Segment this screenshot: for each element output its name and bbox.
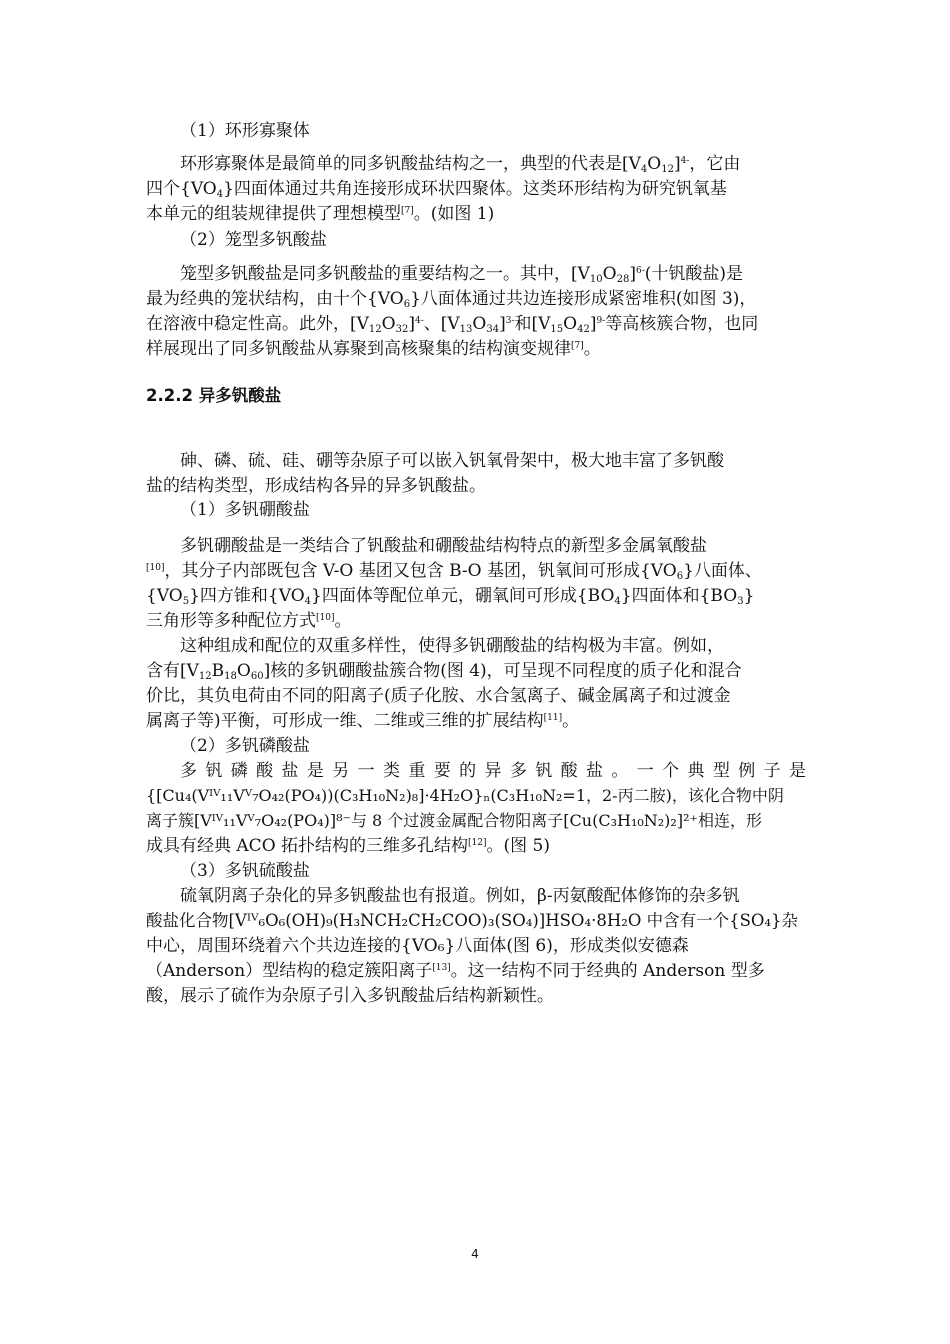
citation: [12] (468, 838, 487, 848)
word: 磷 (230, 761, 248, 781)
paragraph-line: 笼型多钒酸盐是同多钒酸盐的重要结构之一。其中，$[V_{10}O_{28}]^{6-}$(十钒酸盐)是 (180, 264, 744, 285)
word: 要 (433, 761, 451, 781)
paragraph-line: 离子簇[Vᴵⱽ₁₁Vⱽ₇O₄₂(PO₄)]⁸⁻与 8 个过渡金属配合物阳离子[Cu(C₃H₁₀N₂)₂]²⁺相连，形 (146, 811, 762, 830)
paragraph-line: 样展现出了同多钒酸盐从寡聚到高核聚集的结构演变规律[7]。 (146, 339, 601, 359)
word: 。 (611, 761, 629, 781)
paragraph-line: $\{VO_5\}$四方锥和$\{VO_4\}$四面体等配位单元，硼氧间可形成$\{BO_4\}$四面体和$\{BO_3\}$ (146, 586, 755, 607)
paragraph-line: 属离子等)平衡，可形成一维、二维或三维的扩展结构[11]。 (146, 711, 580, 731)
paragraph-line: 含有$[V_{12}B_{18}O_{60}]$核的多钒硼酸盐簇合物(图 4)，可呈现不同程度的质子化和混合 (146, 661, 742, 682)
paragraph-line: 多钒硼酸盐是一类结合了钒酸盐和硼酸盐结构特点的新型多金属氧酸盐 (180, 536, 707, 556)
paragraph-line: 价比，其负电荷由不同的阳离子(质子化胺、水合氢离子、碱金属离子和过渡金 (146, 686, 731, 706)
citation: [10] (316, 613, 335, 623)
word: 多 (509, 761, 527, 781)
word: 钒 (535, 761, 553, 781)
paragraph-line: 环形寡聚体是最简单的同多钒酸盐结构之一，典型的代表是$[V_4O_{12}]^{4-}$，它由 (180, 154, 741, 175)
paragraph-line: 最为经典的笼状结构，由十个$\{VO_6\}$八面体通过共边连接形成紧密堆积(如图 3)， (146, 289, 757, 310)
word: 钒 (205, 761, 223, 781)
citation: [13] (432, 963, 451, 973)
word: 型 (712, 761, 730, 781)
word: 个 (662, 761, 680, 781)
page-number: 4 (471, 1247, 479, 1261)
paragraph-line: 成具有经典 ACO 拓扑结构的三维多孔结构[12]。(图 5) (146, 836, 550, 856)
word: 是 (789, 761, 806, 781)
word: 的 (459, 761, 477, 781)
paragraph-line: [10]，其分子内部既包含 V-O 基团又包含 B-O 基团，钒氧间可形成$\{VO_6\}$八面体、 (146, 561, 762, 582)
word: 另 (332, 761, 350, 781)
citation: [10] (146, 563, 165, 573)
paragraph-line: 四个$\{VO_4\}$四面体通过共角连接形成环状四聚体。这类环形结构为研究钒氧基 (146, 179, 727, 200)
word: 一 (636, 761, 654, 781)
word: 是 (306, 761, 324, 781)
section-title-cage-polyvanadate: （2）笼型多钒酸盐 (180, 230, 327, 250)
section-title-sulfate: （3）多钒硫酸盐 (180, 861, 310, 881)
paragraph-line-justified (180, 759, 806, 783)
section-title-ring-oligomer: （1）环形寡聚体 (180, 121, 310, 141)
paragraph-line: （Anderson）型结构的稳定簇阳离子[13]。这一结构不同于经典的 Anderson 型多 (146, 961, 765, 981)
word: 酸 (560, 761, 578, 781)
word: 典 (687, 761, 705, 781)
paragraph-line: 盐的结构类型，形成结构各异的异多钒酸盐。 (146, 476, 486, 496)
paragraph-line: 硫氧阴离子杂化的异多钒酸盐也有报道。例如，β-丙氨酸配体修饰的杂多钒 (180, 886, 740, 906)
citation: [11] (543, 713, 563, 723)
word: 例 (738, 761, 756, 781)
word: 酸 (256, 761, 274, 781)
paragraph-line: 本单元的组装规律提供了理想模型[7]。(如图 1) (146, 204, 495, 224)
word: 一 (357, 761, 375, 781)
citation: [7] (571, 341, 584, 351)
section-title-borate: （1）多钒硼酸盐 (180, 500, 310, 520)
word: 盐 (281, 761, 299, 781)
word: 重 (408, 761, 426, 781)
paragraph-line: 砷、磷、硫、硅、硼等杂原子可以嵌入钒氧骨架中，极大地丰富了多钒酸 (180, 451, 724, 471)
paragraph-line: 中心，周围环绕着六个共边连接的{VO₆}八面体(图 6)，形成类似安德森 (146, 936, 689, 956)
section-title-phosphate: （2）多钒磷酸盐 (180, 736, 310, 756)
word: 异 (484, 761, 502, 781)
word: 多 (180, 761, 197, 781)
paragraph-line: 三角形等多种配位方式[10]。 (146, 611, 352, 631)
word: 子 (763, 761, 781, 781)
word: 类 (383, 761, 400, 781)
word: 盐 (586, 761, 603, 781)
paragraph-line: 这种组成和配位的双重多样性，使得多钒硼酸盐的结构极为丰富。例如， (180, 636, 724, 656)
paragraph-line: 酸盐化合物[Vᴵⱽ₆O₆(OH)₉(H₃NCH₂CH₂COO)₃(SO₄)]HSO₄·8H₂O 中含有一个{SO₄}杂 (146, 911, 799, 930)
paragraph-line: 在溶液中稳定性高。此外，$[V_{12}O_{32}]^{4-}$、$[V_{13}O_{34}]^{3-}$和$[V_{15}O_{42}]^{9-}$等高核簇合物，也同 (146, 314, 759, 335)
citation: [7] (401, 206, 414, 216)
section-heading-heteropolyvanadate: 2.2.2 异多钒酸盐 (146, 386, 282, 405)
paragraph-line: 酸，展示了硫作为杂原子引入多钒酸盐后结构新颖性。 (146, 986, 554, 1006)
paragraph-line: {[Cu₄(Vᴵⱽ₁₁Vⱽ₇O₄₂(PO₄))(C₃H₁₀N₂)₈]·4H₂O}ₙ(C₃H₁₀N₂=1，2-丙二胺)，该化合物中阴 (146, 786, 784, 805)
